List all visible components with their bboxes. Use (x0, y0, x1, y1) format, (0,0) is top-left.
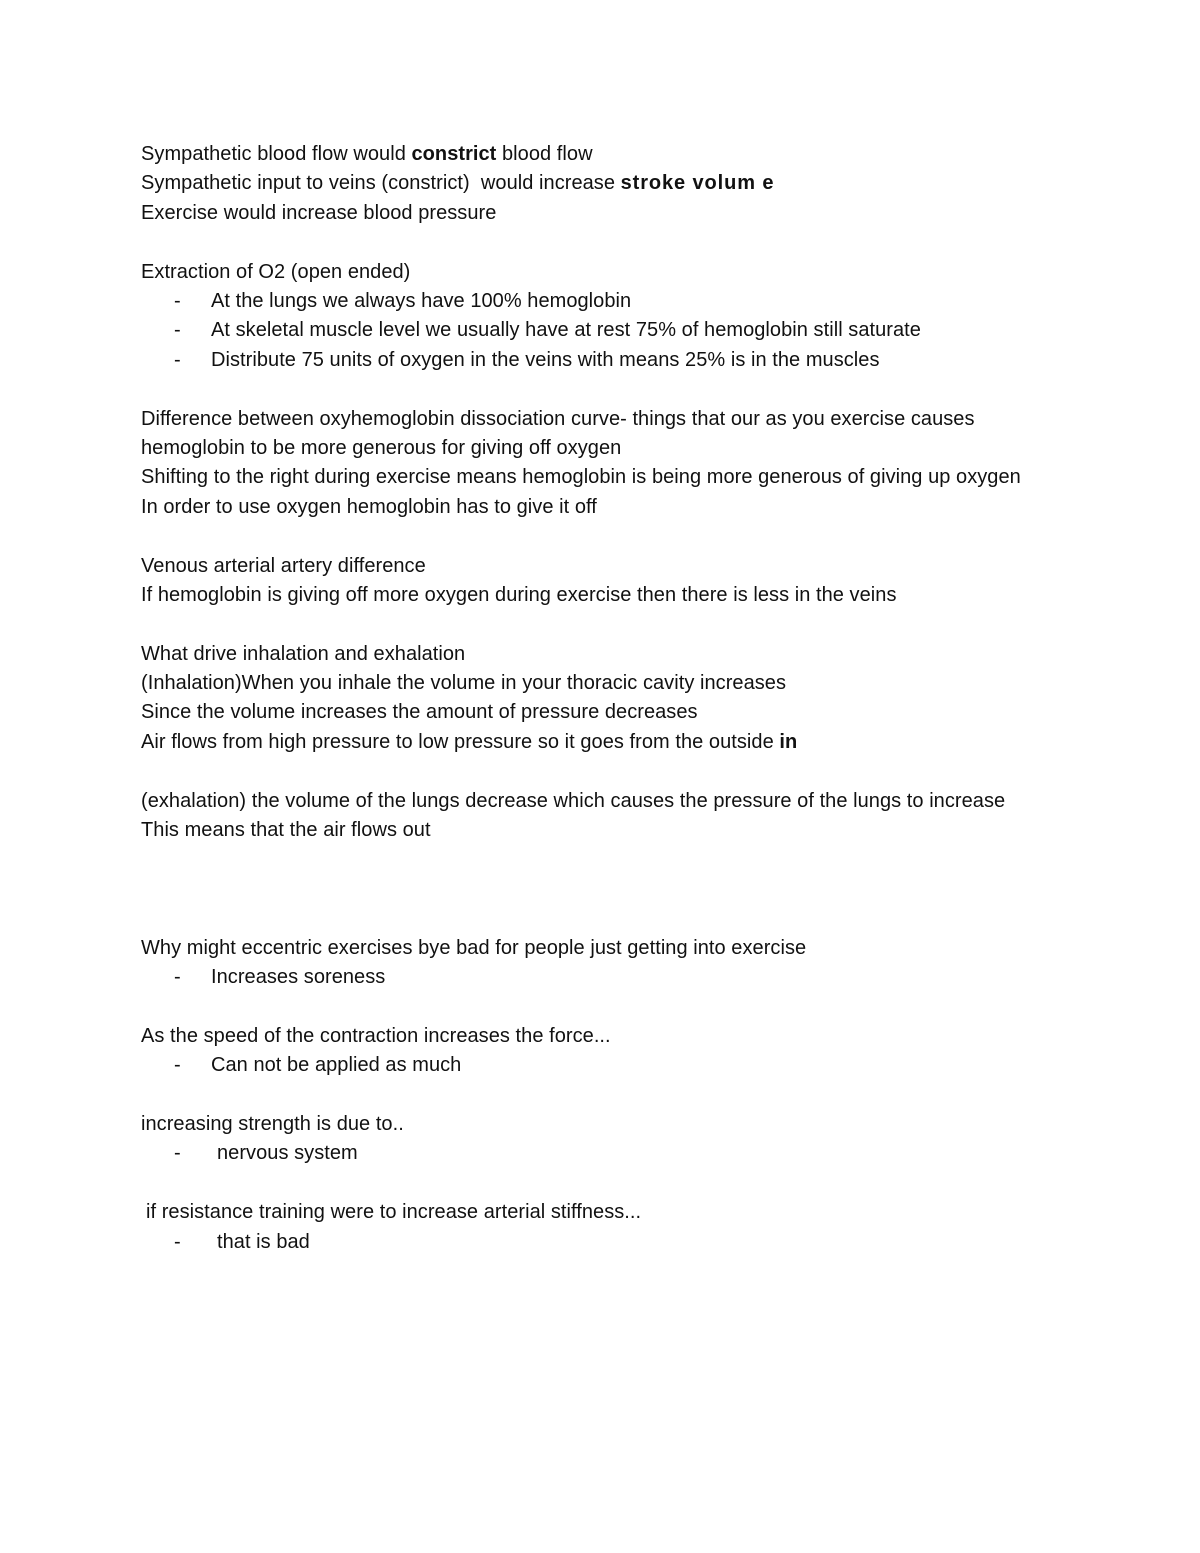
bold-text: stroke volum e (620, 172, 775, 195)
bullet-item (141, 316, 1061, 345)
text-line: Venous arterial artery difference (141, 554, 426, 577)
blank-line (141, 1081, 1061, 1110)
text-line: What drive inhalation and exhalation (141, 642, 466, 665)
section-heading: Extraction of O2 (open ended) (141, 260, 411, 283)
text-line: (Inhalation)When you inhale the volume in your thoracic cavity increases (141, 672, 787, 695)
document-body (141, 140, 1061, 1257)
bullet-item (141, 287, 1061, 316)
text-line: This means that the air flows out (141, 819, 431, 842)
bold-text: constrict (411, 143, 497, 165)
bullet-text: Increases soreness (211, 966, 386, 989)
bullet-text: Distribute 75 units of oxygen in the veins with means 25% is in the muscles (211, 348, 880, 371)
text-line: Exercise would increase blood pressure (141, 201, 497, 224)
text-line: Difference between oxyhemoglobin dissociation curve- things that our as you exercise causes hemoglobin to be more generous for giving off oxygen (141, 407, 975, 459)
text-run: Sympathetic blood flow would (141, 143, 412, 165)
bullet-dash: - (174, 1230, 181, 1253)
bullet-dash: - (174, 348, 181, 371)
text-line: If hemoglobin is giving off more oxygen during exercise then there is less in the veins (141, 583, 897, 606)
blank-line (141, 228, 1061, 257)
bullet-text: At the lungs we always have 100% hemoglobin (211, 289, 632, 312)
text-run: blood flow (496, 143, 593, 165)
blank-line (141, 522, 1061, 551)
text-line: Since the volume increases the amount of pressure decreases (141, 701, 698, 724)
question-line: Why might eccentric exercises bye bad for people just getting into exercise (141, 936, 807, 959)
blank-line (141, 845, 1061, 933)
bullet-dash: - (174, 966, 181, 989)
text-line (141, 728, 1061, 757)
bullet-item (141, 1139, 1061, 1168)
bullet-dash: - (174, 319, 181, 342)
blank-line (141, 1169, 1061, 1198)
text-run: Air flows from high pressure to low pressure so it goes from the outside (141, 730, 780, 753)
bullet-item (141, 963, 1061, 992)
bullet-dash: - (174, 1142, 181, 1165)
text-line: (exhalation) the volume of the lungs decrease which causes the pressure of the lungs to increase (141, 789, 1006, 812)
text-line (141, 169, 1061, 198)
bullet-dash: - (174, 1054, 181, 1077)
text-line: Shifting to the right during exercise means hemoglobin is being more generous of giving up oxygen (141, 466, 1021, 489)
blank-line (141, 375, 1061, 404)
bullet-text: that is bad (217, 1230, 310, 1253)
bullet-item (141, 1051, 1061, 1080)
bullet-text: Can not be applied as much (211, 1054, 462, 1077)
bullet-dash: - (174, 289, 181, 312)
text-line: In order to use oxygen hemoglobin has to give it off (141, 495, 597, 518)
blank-line (141, 610, 1061, 639)
text-line (141, 140, 1061, 169)
question-line: As the speed of the contraction increases the force... (141, 1024, 611, 1047)
bullet-text: nervous system (217, 1142, 358, 1165)
bold-text: in (779, 730, 798, 753)
bullet-item (141, 1228, 1061, 1257)
question-line: if resistance training were to increase arterial stiffness... (146, 1201, 642, 1224)
question-line: increasing strength is due to.. (141, 1112, 404, 1135)
bullet-item (141, 346, 1061, 375)
bullet-text: At skeletal muscle level we usually have at rest 75% of hemoglobin still saturate (211, 319, 921, 342)
blank-line (141, 757, 1061, 786)
blank-line (141, 992, 1061, 1021)
text-run: Sympathetic input to veins (constrict) would increase (141, 172, 621, 195)
